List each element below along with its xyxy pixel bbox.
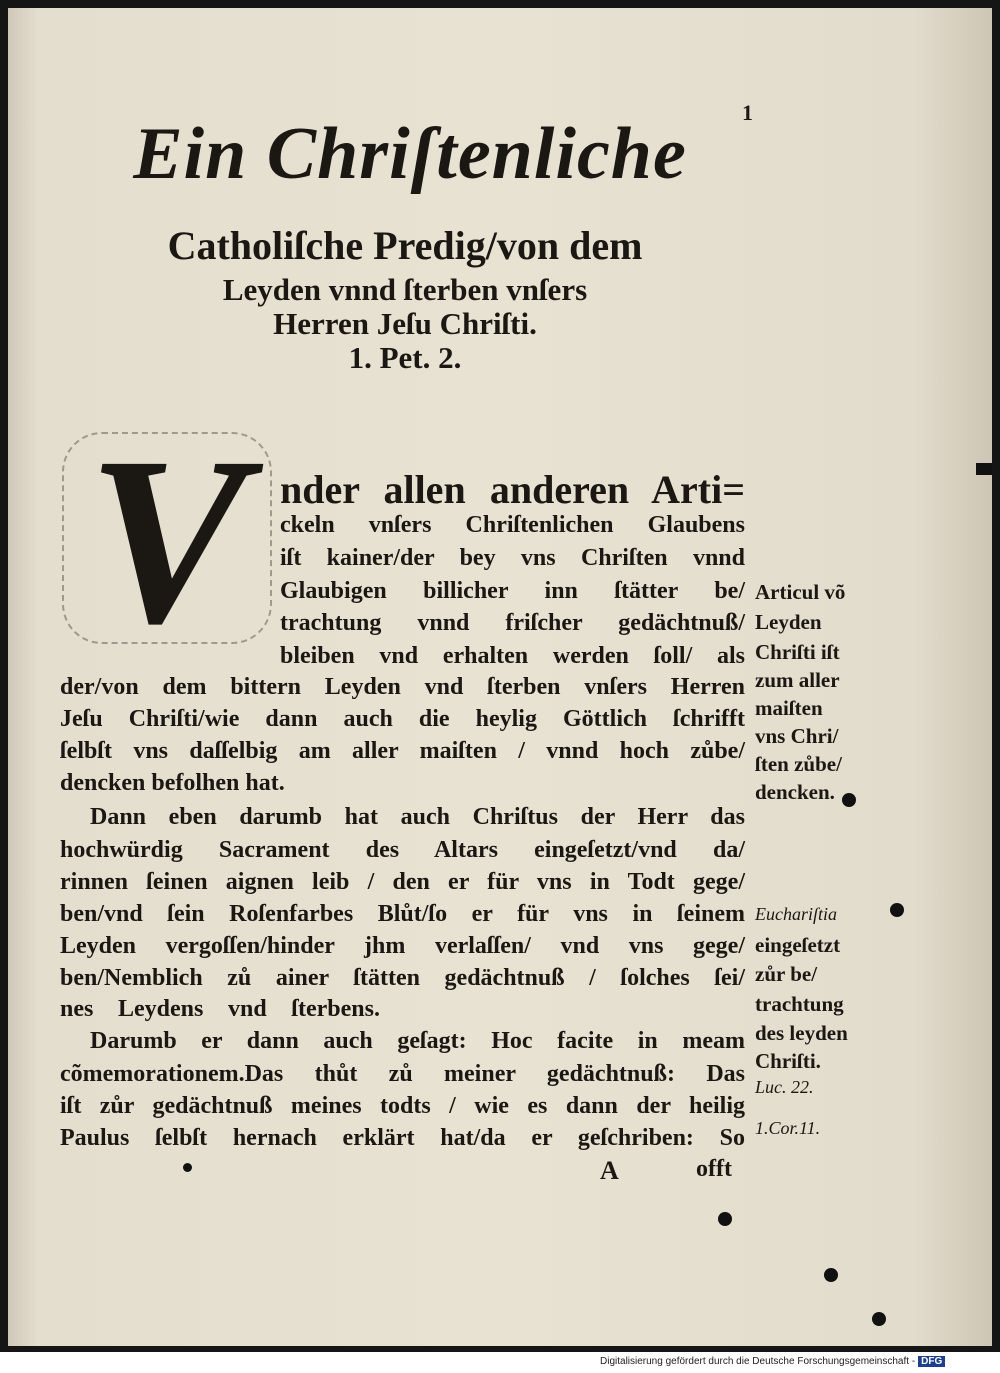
ink-spot [824,1268,838,1282]
margin-note-line: ſten zůbe/ [755,752,842,776]
margin-note-line: zůr be/ [755,962,818,986]
margin-note-line: eingeſetzt [755,933,841,957]
footer-text: Digitalisierung gefördert durch die Deutsche Forschungsgemeinschaft - [600,1356,916,1367]
ink-spot [718,1212,732,1226]
body-text-line: cõmemorationem.Das thůt zů meiner gedächtnuß: Das [60,1061,745,1087]
margin-note-line: Leyden [755,610,822,634]
body-text-line: iſt kainer/der bey vns Chriſten vnnd [280,545,745,571]
body-text-line: rinnen ſeinen aignen leib / den er für vns in Todt gege/ [60,869,745,895]
body-text-line: bleiben vnd erhalten werden ſoll/ als [280,643,745,669]
title-line-1: Ein Chriſtenliche [133,113,687,195]
ink-spot [872,1312,886,1326]
catchword: offt [696,1156,732,1182]
margin-note-line: Articul võ [755,580,846,604]
drop-cap-letter: V [86,407,248,673]
body-text-line: hochwürdig Sacrament des Altars eingeſetzt/vnd da/ [60,837,745,863]
body-text-line: Paulus ſelbſt hernach erklärt hat/da er geſchriben: So [60,1125,745,1151]
margin-note-line: Luc. 22. [755,1077,814,1097]
body-text-line: ckeln vnſers Chriſtenlichen Glaubens [280,512,745,538]
body-text-line: Leyden vergoſſen/hinder jhm verlaſſen/ vnd vns gege/ [60,933,745,959]
footer-credit [600,1356,945,1367]
margin-note-line: des leyden [755,1021,848,1045]
title-line-5: 1. Pet. 2. [348,340,462,375]
body-text-line: nder allen anderen Arti= [280,467,745,512]
margin-note-line: Chriſti iſt [755,640,840,664]
body-text-line: trachtung vnnd friſcher gedächtnuß/ [280,610,745,636]
ink-spot [890,903,904,917]
margin-note-line: trachtung [755,992,844,1016]
margin-note-line: zum aller [755,668,840,692]
signature-mark: A [600,1156,619,1185]
margin-note-line: 1.Cor.11. [755,1118,821,1138]
margin-note-line: dencken. [755,780,835,804]
body-text-line: nes Leydens vnd ſterbens. [60,996,380,1022]
body-text-line: dencken befolhen hat. [60,770,285,796]
ornamental-drop-cap [62,407,272,673]
body-text-line: der/von dem bittern Leyden vnd ſterben vnſers Herren [60,674,745,700]
body-text-line: Glaubigen billicher inn ſtätter be/ [280,578,745,604]
dfg-logo: DFG [918,1356,945,1367]
body-text-line: ben/Nemblich zů ainer ſtätten gedächtnuß / ſolches ſei/ [60,965,745,991]
body-text-line: Darumb er dann auch geſagt: Hoc facite in meam [90,1028,745,1054]
body-text-line: Dann eben darumb hat auch Chriſtus der Herr das [90,804,745,830]
margin-note-line: Euchariſtia [755,904,837,924]
ink-spot [842,793,856,807]
page-tab-marker [976,463,992,475]
title-line-3: Leyden vnnd ſterben vnſers [222,272,588,307]
margin-note-line: vns Chri/ [755,724,839,748]
ink-spot [183,1163,192,1172]
title-line-2: Catholiſche Predig/von dem [167,223,643,268]
title-line-4: Herren Jeſu Chriſti. [273,306,537,341]
body-text-line: ben/vnd ſein Roſenfarbes Blůt/ſo er für vns in ſeinem [60,901,745,927]
body-text-line: iſt zůr gedächtnuß meines todts / wie es dann der heilig [60,1093,745,1119]
body-text-line: ſelbſt vns daſſelbig am aller maiſten / vnnd hoch zůbe/ [60,738,745,764]
page-number: 1 [742,100,753,125]
margin-note-line: Chriſti. [755,1049,821,1073]
body-text-line: Jeſu Chriſti/wie dann auch die heylig Göttlich ſchrifft [60,706,745,732]
margin-note-line: maiſten [755,696,823,720]
